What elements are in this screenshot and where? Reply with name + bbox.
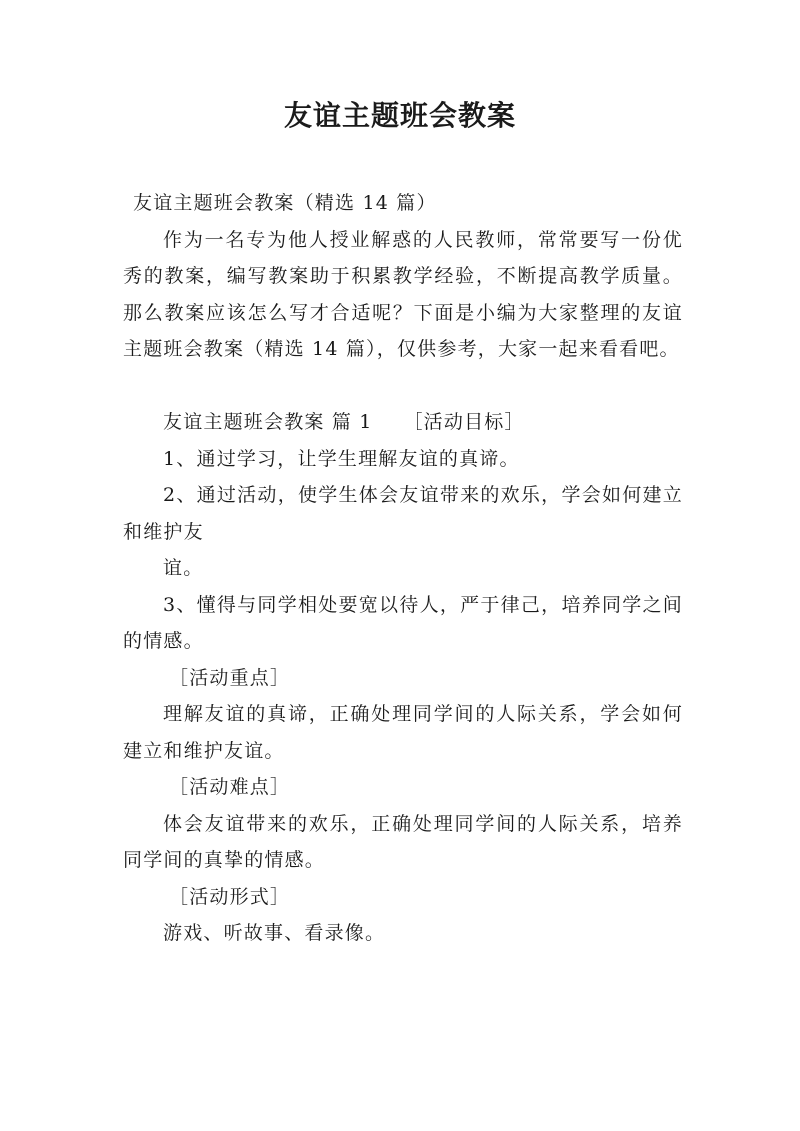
document-body	[123, 185, 683, 952]
goal-item-2-continued: 谊。	[163, 557, 204, 579]
document-title: 友谊主题班会教案	[283, 99, 516, 132]
form-text: 游戏、听故事、看录像。	[163, 922, 386, 944]
goal-item-2: 2、通过活动，使学生体会友谊带来的欢乐，学会如何建立和维护友	[123, 484, 683, 543]
section-heading: 友谊主题班会教案 篇 1 ［活动目标］	[163, 411, 525, 433]
intro-paragraph: 作为一名专为他人授业解惑的人民教师，常常要写一份优秀的教案，编写教案助于积累教学经验，不断提高教学质量。那么教案应该怎么写才合适呢？下面是小编为大家整理的友谊主题班会教案（精选 14 篇），仅供参考，大家一起来看看吧。	[123, 228, 683, 360]
focus-heading: ［活动重点］	[169, 666, 291, 689]
form-heading: ［活动形式］	[169, 885, 291, 908]
goal-item-1: 1、通过学习，让学生理解友谊的真谛。	[163, 447, 520, 470]
difficulty-text: 体会友谊带来的欢乐，正确处理同学间的人际关系，培养同学间的真挚的情感。	[123, 812, 683, 871]
focus-text: 理解友谊的真谛，正确处理同学间的人际关系，学会如何建立和维护友谊。	[123, 703, 683, 762]
goal-item-3: 3、懂得与同学相处要宽以待人，严于律己，培养同学之间的情感。	[123, 593, 683, 652]
paragraph-gap	[123, 368, 683, 405]
document-subtitle: 友谊主题班会教案（精选 14 篇）	[133, 192, 437, 214]
difficulty-heading: ［活动难点］	[169, 776, 291, 798]
